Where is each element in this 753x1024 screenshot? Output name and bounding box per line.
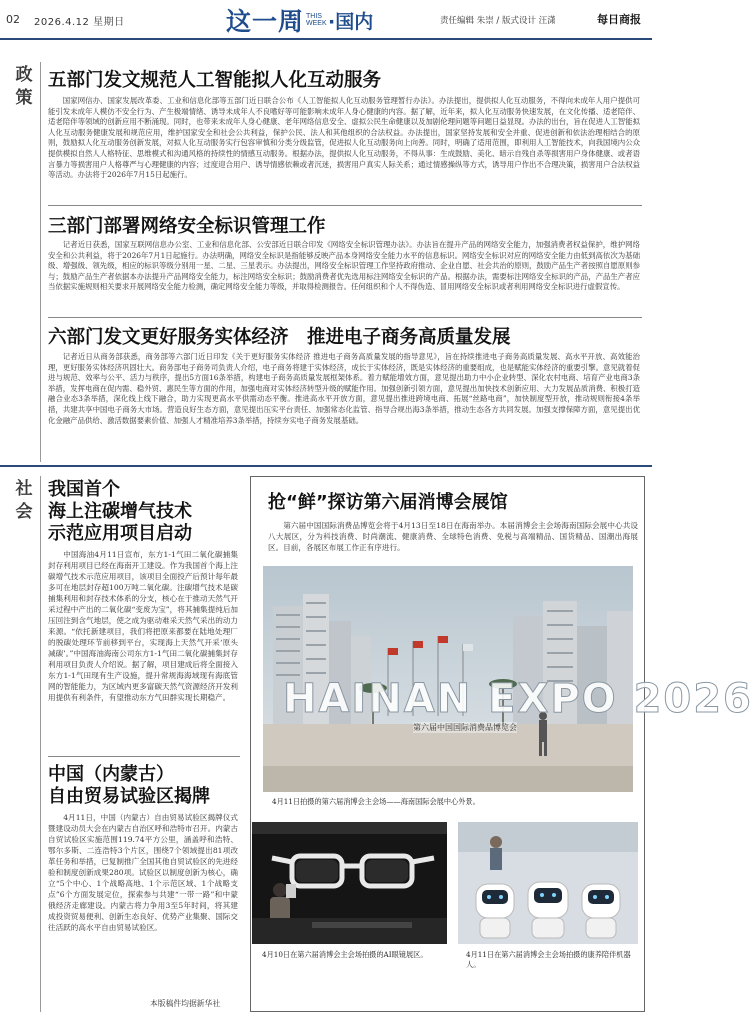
- headline-ecommerce: 六部门发文更好服务实体经济 推进电子商务高质量发展: [48, 327, 511, 348]
- feature-intro: [268, 521, 638, 553]
- robots-illustration: [458, 822, 638, 944]
- section-label-society: 社会: [15, 479, 33, 522]
- issue-date: 2026.4.12 星期日: [34, 17, 125, 28]
- article-ai-interaction: [48, 96, 640, 202]
- headline-line: 示范应用项目启动: [48, 523, 192, 544]
- section-label-politics: 政策: [15, 65, 33, 108]
- article-cybersecurity-label: [48, 240, 640, 315]
- photo-companion-robots: [458, 822, 638, 944]
- article-text: 中国海油4月11日宣布，东方1-1气田二氧化碳捕集封存利用项目已经在海南开工建设。作为我国首个海上注碳增气技术示范应用项目，该项目全面投产后预计每年最多可在地层封存超100万吨二氧化碳。注碳增气技术是碳捕集利用和封存技术体系的分支，核心在于推动天然气开采过程中产出的二氧化碳“变废为宝”，将其捕集提纯后加压回注到含气地层，使之成为驱动难采天然气采出的动力来源。“依托新建项目，我们将把原来都要在陆地处理厂的脱碳处理环节前移到平台，实现海上天然气开采‘原头减碳’。”中国海油海南公司东方1-1气田二氧化碳捕集封存利用项目负责人介绍说。据了解，项目建成后将全面接入东方1-1气田现有生产设施，提升常规海海域现有海底管网的智能能力，为区域内更多富碳天然气资源经济开发利用提供有利条件，有望推动东方气田群实现长期稳产。: [48, 550, 239, 702]
- expo-subsign: 第六届中国国际消费品博览会: [413, 723, 517, 732]
- feature-intro-text: 第六届中国国际消费品博览会将于4月13日至18日在海南举办。本届消博会主会场海南国际会展中心共设八大展区，分为科技消费、时尚潮流、健康消费、全球特色消费、免税与高端精品、国货精品、国潮出海展区。目前，各展区布展工作正有序进行。: [268, 521, 638, 552]
- headline-line: 自由贸易试验区揭牌: [48, 786, 210, 807]
- page-number: 02: [6, 13, 20, 26]
- masthead: [226, 3, 373, 37]
- article-text: 4月11日，中国（内蒙古）自由贸易试验区揭牌仪式暨建设动员大会在内蒙古自治区呼和浩特市召开。内蒙古自贸试验区实施范围119.74平方公里，涵盖呼和浩特、鄂尔多斯、二连浩特3个片区，围绕7个领域提出81项改革任务和举措，已复制推广全国其他自贸试验区的先进经验和制度创新成果280项。试验区以制度创新为核心，确立“5个中心、1个战略高地、1个示范区域、1个战略支点”6个方面发展定位，探索参与共建“一带一路”和中蒙俄经济走廊建设。内蒙古将力争用3至5年时间，将其建成投资贸易便利、创新生态良好、优势产业集聚、国际交往活跃的高水平自由贸易试验区。: [48, 813, 238, 932]
- masthead-english: THIS WEEK: [306, 13, 327, 27]
- photo-ai-glasses: [252, 822, 447, 944]
- section-divider: [0, 465, 652, 467]
- headline-line: 中国（内蒙古）: [48, 764, 174, 785]
- article-ecommerce: [48, 352, 640, 460]
- photo-caption-ai-glasses: 4月10日在第六届消博会主会场拍摄的AI眼镜展区。: [262, 950, 428, 959]
- article-divider: [48, 205, 642, 206]
- masthead-section: ·国内: [328, 10, 374, 33]
- article-divider: [48, 756, 240, 757]
- headline-inner-mongolia-ftz: [48, 764, 210, 808]
- article-text: 记者近日获悉，国家互联网信息办公室、工业和信息化部、公安部近日联合印发《网络安全标识管理办法》。办法旨在提升产品的网络安全能力，加强消费者权益保护，维护网络安全和公共利益，将于2026年7月1日起施行。办法明确，网络安全标识是指能够反映产品本身网络安全能力水平的信息标识。网络安全标识对应的网络安全能力由低到高依次为基础级、增强级、领先级，相应的标识等级分别用一星、二星、三星表示。办法提出，网络安全标识管理工作坚持政府推动、企业自愿、社会共治的原则，鼓励产品生产者按照自愿原则参与；鼓励产品生产者依据本办法提升产品网络安全能力，标注网络安全标识；鼓励消费者优先选用标注网络安全标识的产品。根据办法，需要标注网络安全标识的产品，产品生产者应当依据实施规则相关要求开展网络安全能力检测，确定网络安全能力等级，并取得检测报告。任何组织和个人不得伪造、冒用网络安全标识或者利用网络安全标识进行虚假宣传。: [48, 240, 640, 292]
- photo-expo-center: [263, 566, 753, 792]
- article-inner-mongolia-ftz: [48, 812, 238, 992]
- section-divider-politics: [40, 62, 41, 462]
- article-text: 国家网信办、国家发展改革委、工业和信息化部等五部门近日联合公布《人工智能拟人化互动服务管理暂行办法》。办法提出，提供拟人化互动服务，不得向未成年人用户提供可能引发未成年人模仿不安全行为、产生极端情绪、诱导未成年人不良嗜好等可能影响未成年人身心健康的内容。据了解，近年来，拟人化互动服务快速发展，在文化传播、适老陪伴、适老陪伴等领域的创新应用不断涌现。同时，也带来未成年人身心健康、老年网络信息安全、虚拟公民生命健康以及加剧伦理问题等问题日益显现。办法的出台，旨在促进人工智能拟人化互动服务健康发展和规范应用，维护国家安全和社会公共利益，保护公民、法人和其他组织的合法权益。办法提出，国家坚持发展和安全并重、促进创新和依法治理相结合的原则，鼓励拟人化互动服务创新发展，对拟人化互动服务实行包容审慎和分类分级监管，促进拟人化互动服务向上向善。同时，明确了适用范围，即利用人工智能技术，向我国境内公众提供模拟自然人人格特征、思维模式和沟通风格的持续性的情感互动服务。根据办法，提供拟人化互动服务，不得从事：生成鼓励、美化、暗示自残自杀等损害用户身体健康、或者语言暴力等损害用户人格尊严与心理健康的内容；过度迎合用户、诱导情感依赖或者沉迷，损害用户真实人际关系；通过情感操纵等方式，诱导用户作出不合理决策，损害用户合法权益等活动。办法将于2026年7月15日起施行。: [48, 96, 640, 180]
- article-text: 记者近日从商务部获悉，商务部等六部门近日印发《关于更好服务实体经济 推进电子商务高质量发展的指导意见》，旨在持续推进电子商务高质量发展、高水平开放、高效能治理，更好服务实体经济巩固壮大。商务部电子商务司负责人介绍，电子商务将建于实体经济，成长于实体经济，既是实体经济的重要组成，也是赋能实体经济的重要引擎。意见就着促进与规范、效率与公平、活力与秩序，提出5方面16条举措，构建电子商务高质量发展框架体系。着力赋能增效方面，意见提出助力中小企业转型、深化农村电商、培育产业电商3条举措，发挥电商在促内需、稳外贸、惠民生等方面的作用，加强电商对实体经济转型升级的赋能作用。加强创新引领方面，意见提出加快技术创新应用、大力发展品质消费、积极打造融合业态3条举措，深化线上线下融合，助力实现更高水平供需动态平衡。推进高水平开放方面，意见提出推进跨境电商、拓展“丝路电商”，加快制度型开放，推动规则衔接4条举措，共建共享中国电子商务大市场。营造良好生态方面，意见提出压实平台责任、加强常态化监管、指导合规出海3条举措，推动生态各方共同发展。加强支撑保障方面，意见提出优化金融产品供给、激活数据要素价值、加强人才精准培养3条举措，持续夯实电子商务发展基础。: [48, 352, 640, 425]
- source-credit: 本版稿件均据新华社: [150, 999, 221, 1008]
- page-header: [0, 0, 652, 40]
- photo-caption-robots: 4月11日在第六届消博会主会场拍摄的康养陪伴机器人。: [466, 950, 631, 969]
- article-carbon-injection: [48, 549, 238, 753]
- editor-credits: 责任编辑 朱崇 / 版式设计 汪潇: [440, 16, 556, 26]
- headline-cybersecurity-label: 三部门部署网络安全标识管理工作: [48, 216, 326, 237]
- masthead-title: 这一周: [226, 7, 305, 36]
- expo-sign: HAINAN EXPO 2026: [283, 676, 753, 722]
- headline-line: 我国首个: [48, 479, 120, 500]
- section-divider-society: [40, 476, 41, 1012]
- ai-glasses-illustration: [252, 822, 447, 944]
- newspaper-brand: 每日商报: [597, 13, 641, 26]
- headline-line: 海上注碳增气技术: [48, 501, 192, 522]
- feature-headline: 抢“鲜”探访第六届消博会展馆: [268, 492, 508, 513]
- article-divider: [48, 317, 642, 318]
- photo-caption-expo-center: 4月11日拍摄的第六届消博会主会场——海南国际会展中心外景。: [272, 797, 480, 806]
- headline-carbon-injection: [48, 479, 192, 545]
- headline-ai-interaction: 五部门发文规范人工智能拟人化互动服务: [48, 70, 382, 91]
